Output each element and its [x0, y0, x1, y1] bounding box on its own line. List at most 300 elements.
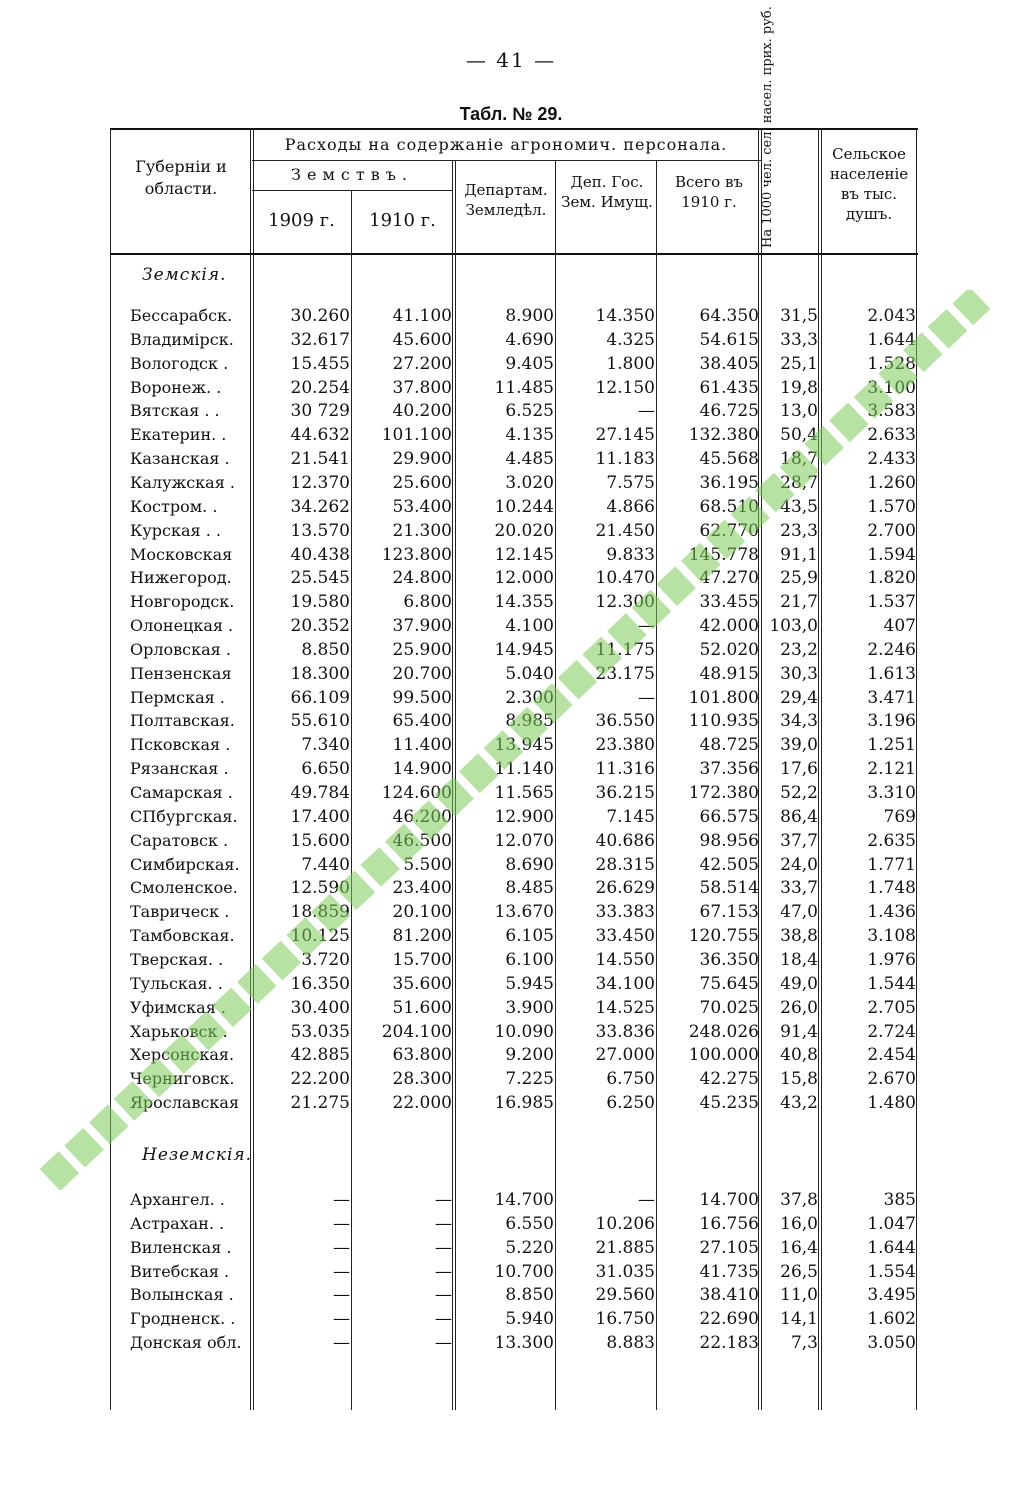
row-name: Черниговск.	[130, 1069, 235, 1089]
cell-dep-gos: 21.885	[595, 1237, 655, 1258]
cell-rural-pop: 385	[883, 1190, 916, 1210]
cell-department: 16.985	[494, 1093, 554, 1114]
row-name: Симбирская.	[130, 854, 240, 874]
table-row	[110, 996, 918, 1020]
cell-total: 62.770	[699, 520, 759, 541]
cell-total: 132.380	[688, 425, 759, 446]
cell-rural-pop: 2.700	[867, 520, 916, 541]
cell-per-1000: 39,0	[780, 735, 818, 756]
table-row	[110, 829, 918, 853]
cell-total: 42.000	[699, 616, 759, 637]
row-name: Полтавская.	[130, 711, 235, 731]
cell-rural-pop: 1.748	[867, 878, 916, 899]
cell-dep-gos: 12.300	[595, 592, 655, 613]
cell-1910: 25.600	[392, 472, 452, 493]
cell-1909: 15.455	[290, 353, 350, 374]
cell-rural-pop: 2.705	[867, 997, 916, 1018]
cell-dep-gos: 16.750	[595, 1309, 655, 1330]
table-row	[110, 1307, 918, 1331]
cell-dep-gos: 1.800	[606, 353, 655, 374]
cell-1910: 63.800	[392, 1045, 452, 1066]
table-row	[110, 614, 918, 638]
cell-per-1000: 28,7	[780, 472, 818, 493]
cell-department: 10.700	[494, 1261, 554, 1282]
cell-total: 120.755	[688, 926, 759, 947]
cell-rural-pop: 1.613	[867, 663, 916, 684]
cell-1910: 28.300	[392, 1069, 452, 1090]
cell-per-1000: 14,1	[780, 1309, 818, 1330]
cell-total: 48.915	[699, 663, 759, 684]
cell-rural-pop: 2.043	[867, 306, 916, 326]
cell-total: 172.380	[688, 783, 759, 803]
row-name: Псковская .	[130, 735, 231, 755]
header-province: Губерніи и области.	[135, 157, 227, 198]
cell-1909: —	[333, 1190, 350, 1210]
cell-per-1000: 50,4	[780, 425, 818, 446]
cell-1910: 40.200	[392, 401, 452, 422]
cell-per-1000: 26,5	[780, 1261, 818, 1282]
cell-department: 6.525	[505, 401, 554, 422]
table-top-rule	[110, 128, 918, 130]
table-row	[110, 1043, 918, 1067]
cell-total: 68.510	[699, 496, 759, 517]
cell-1909: 20.352	[290, 616, 350, 637]
row-name: Волынская .	[130, 1285, 234, 1305]
header-dep-gos: Деп. Гос. Зем. Имущ.	[561, 173, 653, 211]
cell-department: 8.900	[505, 306, 554, 326]
row-name: Олонецкая .	[130, 616, 234, 636]
table-row	[110, 1331, 918, 1355]
cell-dep-gos: 29.560	[595, 1285, 655, 1306]
cell-department: 10.244	[494, 496, 554, 517]
table-row	[110, 1091, 918, 1115]
row-name: Калужская .	[130, 472, 235, 492]
cell-rural-pop: 1.528	[867, 353, 916, 374]
cell-1910: —	[435, 1237, 452, 1258]
row-name: Астрахан. .	[130, 1213, 225, 1233]
cell-rural-pop: 1.554	[867, 1261, 916, 1282]
row-name: Самарская .	[130, 783, 233, 802]
cell-1910: 101.100	[381, 425, 452, 446]
cell-rural-pop: 2.454	[867, 1045, 916, 1066]
cell-rural-pop: 1.976	[867, 949, 916, 970]
cell-1910: —	[435, 1309, 452, 1330]
cell-total: 66.575	[699, 806, 759, 827]
cell-department: 4.135	[505, 425, 554, 446]
cell-total: 38.405	[699, 353, 759, 374]
cell-per-1000: 86,4	[780, 806, 818, 827]
row-name: Саратовск .	[130, 830, 229, 850]
cell-per-1000: 16,0	[780, 1213, 818, 1234]
table-row	[110, 662, 918, 686]
cell-department: 13.300	[494, 1333, 554, 1354]
row-name: Владимірск.	[130, 329, 234, 349]
table-row	[110, 352, 918, 376]
cell-1910: 41.100	[392, 306, 452, 326]
table-row	[110, 781, 918, 805]
cell-department: 13.945	[494, 735, 554, 756]
cell-rural-pop: 2.635	[867, 830, 916, 851]
cell-rural-pop: 2.433	[867, 449, 916, 470]
cell-dep-gos: 6.250	[606, 1093, 655, 1114]
header-total: Всего въ 1910 г.	[675, 173, 743, 211]
cell-rural-pop: 3.471	[867, 687, 916, 708]
cell-per-1000: 40,8	[780, 1045, 818, 1066]
cell-total: 54.615	[699, 329, 759, 350]
cell-1910: 204.100	[381, 1021, 452, 1042]
cell-total: 46.725	[699, 401, 759, 422]
cell-1910: 20.700	[392, 663, 452, 684]
cell-dep-gos: —	[638, 1190, 655, 1210]
cell-department: 20.020	[494, 520, 554, 541]
cell-1910: —	[435, 1190, 452, 1210]
cell-total: 61.435	[699, 377, 759, 398]
cell-dep-gos: 28.315	[595, 854, 655, 875]
cell-dep-gos: 7.145	[606, 806, 655, 827]
cell-1909: 18.300	[290, 663, 350, 684]
cell-dep-gos: 11.175	[595, 639, 655, 660]
cell-department: 8.985	[505, 711, 554, 732]
cell-1909: 40.438	[290, 544, 350, 565]
cell-department: 14.945	[494, 639, 554, 660]
cell-rural-pop: 1.771	[867, 854, 916, 875]
cell-1909: —	[333, 1309, 350, 1330]
cell-total: 100.000	[688, 1045, 759, 1066]
cell-total: 48.725	[699, 735, 759, 756]
cell-rural-pop: 1.644	[867, 329, 916, 350]
cell-rural-pop: 2.246	[867, 639, 916, 660]
cell-department: 6.105	[505, 926, 554, 947]
cell-1909: 21.275	[290, 1093, 350, 1114]
row-name: Новгородск.	[130, 592, 235, 612]
cell-per-1000: 31,5	[780, 306, 818, 326]
cell-department: 6.100	[505, 949, 554, 970]
cell-per-1000: 7,3	[790, 1333, 818, 1354]
page-number: — 41 —	[465, 48, 557, 72]
cell-1909: 18.859	[290, 902, 350, 923]
cell-1909: 20.254	[290, 377, 350, 398]
cell-total: 58.514	[699, 878, 759, 899]
cell-1909: 19.580	[290, 592, 350, 613]
expenses-rule	[252, 160, 762, 161]
cell-rural-pop: 2.633	[867, 425, 916, 446]
cell-1910: 46.200	[392, 806, 452, 827]
table-row	[110, 566, 918, 590]
cell-1909: 6.650	[301, 759, 350, 780]
cell-total: 110.935	[688, 711, 759, 732]
cell-rural-pop: 3.108	[867, 926, 916, 947]
table-row	[110, 590, 918, 614]
table-row	[110, 399, 918, 423]
cell-department: 6.550	[505, 1213, 554, 1234]
cell-1910: 99.500	[392, 687, 452, 708]
cell-total: 42.275	[699, 1069, 759, 1090]
cell-rural-pop: 3.495	[867, 1285, 916, 1306]
cell-rural-pop: 1.644	[867, 1237, 916, 1258]
cell-department: 3.900	[505, 997, 554, 1018]
cell-per-1000: 18,4	[780, 949, 818, 970]
cell-1910: 24.800	[392, 568, 452, 589]
cell-department: 12.000	[494, 568, 554, 589]
cell-dep-gos: 6.750	[606, 1069, 655, 1090]
row-name: Бессарабск.	[130, 306, 233, 325]
cell-per-1000: 25,9	[780, 568, 818, 589]
table-row	[110, 1283, 918, 1307]
cell-dep-gos: 36.550	[595, 711, 655, 732]
cell-per-1000: 47,0	[780, 902, 818, 923]
cell-dep-gos: 23.175	[595, 663, 655, 684]
cell-dep-gos: 11.316	[595, 759, 655, 780]
header-1909: 1909 г.	[268, 210, 335, 231]
header-per-1000: На 1000 чел. сел. насел. прих. руб.	[760, 6, 775, 248]
cell-total: 38.410	[699, 1285, 759, 1306]
cell-1909: 12.370	[290, 472, 350, 493]
section-title: Земскія.	[142, 265, 227, 285]
cell-rural-pop: 2.724	[867, 1021, 916, 1042]
row-name: Тамбовская.	[130, 926, 235, 946]
cell-per-1000: 21,7	[780, 592, 818, 613]
cell-dep-gos: 27.145	[595, 425, 655, 446]
cell-1910: 51.600	[392, 997, 452, 1018]
cell-dep-gos: 14.550	[595, 949, 655, 970]
cell-total: 67.153	[699, 902, 759, 923]
cell-rural-pop: 3.196	[867, 711, 916, 732]
cell-1910: 37.800	[392, 377, 452, 398]
cell-per-1000: 52,2	[780, 783, 818, 803]
cell-1909: 21.541	[290, 449, 350, 470]
cell-1910: 27.200	[392, 353, 452, 374]
cell-per-1000: 34,3	[780, 711, 818, 732]
cell-1909: 49.784	[290, 783, 350, 803]
cell-dep-gos: 14.350	[595, 306, 655, 326]
cell-1909: 17.400	[290, 806, 350, 827]
cell-per-1000: 26,0	[780, 997, 818, 1018]
cell-per-1000: 91,1	[780, 544, 818, 565]
cell-1909: 32.617	[290, 329, 350, 350]
header-expenses-group: Расходы на содержаніе агрономич. персонала.	[284, 135, 728, 154]
table-row	[110, 543, 918, 567]
row-name: Пензенская	[130, 663, 232, 683]
cell-department: 14.700	[494, 1190, 554, 1210]
row-name: Нижегород.	[130, 568, 232, 588]
table-row	[110, 1067, 918, 1091]
cell-total: 70.025	[699, 997, 759, 1018]
cell-1910: —	[435, 1261, 452, 1282]
cell-total: 64.350	[699, 306, 759, 326]
cell-dep-gos: 36.215	[595, 783, 655, 803]
cell-per-1000: 38,8	[780, 926, 818, 947]
cell-dep-gos: 4.866	[606, 496, 655, 517]
cell-per-1000: 43,5	[780, 496, 818, 517]
cell-1910: 11.400	[392, 735, 452, 756]
cell-total: 22.690	[699, 1309, 759, 1330]
cell-dep-gos: 40.686	[595, 830, 655, 851]
cell-rural-pop: 1.251	[867, 735, 916, 756]
table-title: Табл. № 29.	[459, 104, 563, 124]
table-row	[110, 304, 918, 328]
table-row	[110, 1236, 918, 1260]
table-row	[110, 638, 918, 662]
cell-per-1000: 18,7	[780, 449, 818, 470]
cell-dep-gos: —	[638, 616, 655, 637]
table-row	[110, 972, 918, 996]
cell-per-1000: 23,3	[780, 520, 818, 541]
cell-1910: 25.900	[392, 639, 452, 660]
row-name: Смоленское.	[130, 878, 238, 898]
cell-rural-pop: 3.050	[867, 1333, 916, 1354]
cell-total: 27.105	[699, 1237, 759, 1258]
header-zemstvo-group: Земствъ.	[291, 165, 413, 184]
row-name: Харьковск .	[130, 1021, 228, 1041]
cell-1909: —	[333, 1213, 350, 1234]
cell-total: 33.455	[699, 592, 759, 613]
cell-dep-gos: 10.206	[595, 1213, 655, 1234]
cell-per-1000: 29,4	[780, 687, 818, 708]
cell-dep-gos: 9.833	[606, 544, 655, 565]
row-name: Курская . .	[130, 520, 221, 540]
cell-department: 7.225	[505, 1069, 554, 1090]
cell-dep-gos: 27.000	[595, 1045, 655, 1066]
cell-1909: 7.440	[301, 854, 350, 875]
cell-1910: —	[435, 1213, 452, 1234]
cell-1910: 23.400	[392, 878, 452, 899]
cell-total: 22.183	[699, 1333, 759, 1354]
cell-dep-gos: 10.470	[595, 568, 655, 589]
table-row	[110, 924, 918, 948]
table-row	[110, 709, 918, 733]
cell-1910: 53.400	[392, 496, 452, 517]
row-name: Московская	[130, 544, 233, 564]
row-name: Витебская .	[130, 1261, 230, 1281]
cell-dep-gos: 31.035	[595, 1261, 655, 1282]
row-name: Екатерин. .	[130, 425, 227, 445]
cell-department: 4.690	[505, 329, 554, 350]
cell-rural-pop: 1.544	[867, 973, 916, 994]
row-name: СПбургская.	[130, 806, 238, 826]
cell-1909: 30.400	[290, 997, 350, 1018]
cell-rural-pop: 1.602	[867, 1309, 916, 1330]
row-name: Херсонская.	[130, 1045, 235, 1065]
table-row	[110, 495, 918, 519]
table-row	[110, 471, 918, 495]
cell-department: 5.945	[505, 973, 554, 994]
cell-total: 14.700	[699, 1190, 759, 1210]
cell-rural-pop: 1.537	[867, 592, 916, 613]
cell-total: 98.956	[699, 830, 759, 851]
cell-total: 45.568	[699, 449, 759, 470]
cell-department: 12.900	[494, 806, 554, 827]
cell-dep-gos: 26.629	[595, 878, 655, 899]
cell-department: 8.485	[505, 878, 554, 899]
cell-total: 47.270	[699, 568, 759, 589]
cell-per-1000: 49,0	[780, 973, 818, 994]
cell-1910: 20.100	[392, 902, 452, 923]
cell-total: 145.778	[688, 544, 759, 565]
cell-department: 12.145	[494, 544, 554, 565]
row-name: Таврическ .	[130, 902, 230, 922]
cell-dep-gos: 23.380	[595, 735, 655, 756]
cell-dep-gos: 33.836	[595, 1021, 655, 1042]
cell-1910: 35.600	[392, 973, 452, 994]
cell-1909: 22.200	[290, 1069, 350, 1090]
row-name: Казанская .	[130, 449, 230, 469]
cell-total: 41.735	[699, 1261, 759, 1282]
section-title: Неземскія.	[142, 1145, 253, 1165]
row-name: Уфимская .	[130, 997, 226, 1017]
table-row	[110, 519, 918, 543]
cell-dep-gos: 7.575	[606, 472, 655, 493]
cell-department: 5.940	[505, 1309, 554, 1330]
cell-1909: —	[333, 1261, 350, 1282]
cell-dep-gos: —	[638, 687, 655, 708]
cell-1909: 44.632	[290, 425, 350, 446]
row-name: Донская обл.	[130, 1333, 242, 1353]
cell-total: 52.020	[699, 639, 759, 660]
cell-1909: 66.109	[290, 687, 350, 708]
cell-1909: —	[333, 1237, 350, 1258]
cell-per-1000: 37,8	[780, 1190, 818, 1210]
cell-rural-pop: 2.670	[867, 1069, 916, 1090]
cell-department: 12.070	[494, 830, 554, 851]
cell-total: 36.350	[699, 949, 759, 970]
cell-1910: 21.300	[392, 520, 452, 541]
cell-per-1000: 15,8	[780, 1069, 818, 1090]
cell-per-1000: 33,7	[780, 878, 818, 899]
cell-1909: 15.600	[290, 830, 350, 851]
cell-department: 14.355	[494, 592, 554, 613]
cell-1910: 14.900	[392, 759, 452, 780]
cell-department: 11.565	[494, 783, 554, 803]
cell-rural-pop: 3.310	[867, 783, 916, 803]
cell-1910: —	[435, 1333, 452, 1354]
cell-1910: 46.500	[392, 830, 452, 851]
cell-1909: 55.610	[290, 711, 350, 732]
row-name: Виленская .	[130, 1237, 232, 1257]
table-row	[110, 757, 918, 781]
cell-rural-pop: 407	[883, 616, 916, 637]
table-row	[110, 733, 918, 757]
cell-1910: 15.700	[392, 949, 452, 970]
cell-1910: 65.400	[392, 711, 452, 732]
cell-dep-gos: 33.383	[595, 902, 655, 923]
cell-rural-pop: 3.100	[867, 377, 916, 398]
cell-total: 45.235	[699, 1093, 759, 1114]
cell-per-1000: 24,0	[780, 854, 818, 875]
cell-1910: 45.600	[392, 329, 452, 350]
row-name: Ярославская	[130, 1093, 240, 1113]
cell-total: 37.356	[699, 759, 759, 780]
cell-rural-pop: 2.121	[867, 759, 916, 780]
row-name: Пермская .	[130, 687, 225, 707]
cell-1909: 34.262	[290, 496, 350, 517]
cell-department: 5.220	[505, 1237, 554, 1258]
row-name: Костром. .	[130, 496, 218, 516]
cell-department: 2.300	[505, 687, 554, 708]
cell-1909: —	[333, 1285, 350, 1306]
cell-1910: 29.900	[392, 449, 452, 470]
cell-total: 36.195	[699, 472, 759, 493]
cell-1909: 8.850	[301, 639, 350, 660]
cell-per-1000: 37,7	[780, 830, 818, 851]
header-bottom-rule	[110, 253, 918, 255]
table-row	[110, 1260, 918, 1284]
cell-department: 11.485	[494, 377, 554, 398]
cell-1909: 25.545	[290, 568, 350, 589]
cell-1910: 5.500	[403, 854, 452, 875]
cell-rural-pop: 1.480	[867, 1093, 916, 1114]
row-name: Вятская . .	[130, 401, 220, 421]
table-row	[110, 1188, 918, 1212]
